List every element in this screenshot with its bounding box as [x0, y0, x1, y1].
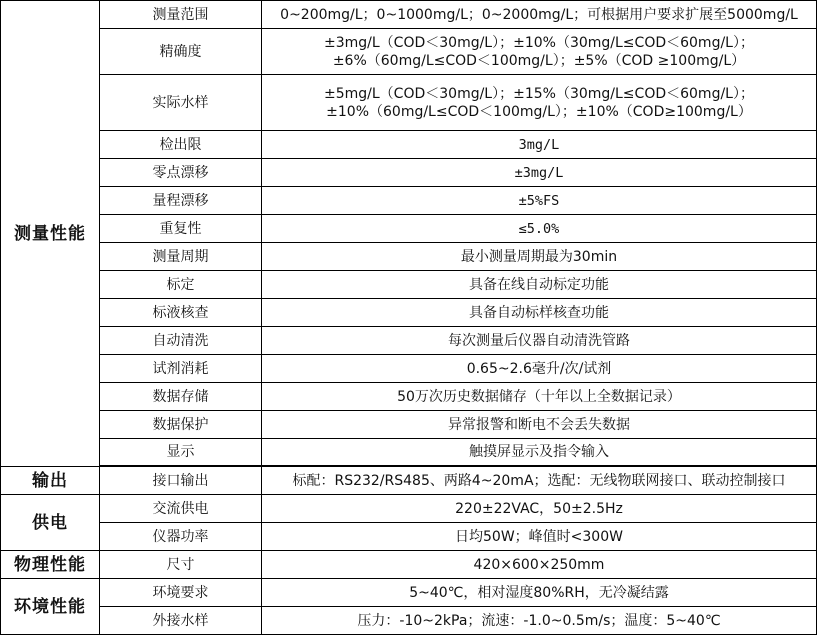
- row-value-actual-sample: [262, 75, 817, 131]
- row-label-range: 测量范围: [100, 1, 262, 29]
- row-value-ext-sample: 压力：-10~2kPa；流速：-1.0~0.5m/s；温度：5~40℃: [262, 607, 817, 635]
- table-row: [1, 29, 817, 75]
- row-value-protection: 异常报警和断电不会丢失数据: [262, 411, 817, 439]
- table-row: [1, 439, 817, 466]
- table-row: [1, 159, 817, 187]
- row-value-calibration: 具备在线自动标定功能: [262, 271, 817, 299]
- table-row: [1, 523, 817, 551]
- section-environment: 环境性能: [1, 579, 100, 635]
- row-value-display: 触摸屏显示及指令输入: [262, 439, 817, 466]
- table-row: [1, 327, 817, 355]
- row-value-cycle: 最小测量周期最为30min: [262, 243, 817, 271]
- table-row: [1, 299, 817, 327]
- row-label-interface: 接口输出: [100, 467, 262, 495]
- row-value-interface: 标配：RS232/RS485、两路4~20mA；选配：无线物联网接口、联动控制接口: [262, 467, 817, 495]
- row-value-range: 0~200mg/L；0~1000mg/L；0~2000mg/L；可根据用户要求扩展至5000mg/L: [262, 1, 817, 29]
- row-value-detection-limit: 3mg/L: [262, 131, 817, 159]
- row-label-zero-drift: 零点漂移: [100, 159, 262, 187]
- row-label-standard-check: 标液核查: [100, 299, 262, 327]
- table-row: [1, 495, 817, 523]
- row-value-standard-check: 具备自动标样核查功能: [262, 299, 817, 327]
- table-row: [1, 411, 817, 439]
- precision-line-1: ±3mg/L（COD＜30mg/L）；±10%（30mg/L≤COD＜60mg/L）；: [324, 34, 754, 51]
- row-label-calibration: 标定: [100, 271, 262, 299]
- table-row: [1, 1, 817, 29]
- section-physical: 物理性能: [1, 551, 100, 579]
- row-label-span-drift: 量程漂移: [100, 187, 262, 215]
- row-label-env-req: 环境要求: [100, 579, 262, 607]
- section-measure-performance: 测量性能: [1, 1, 100, 467]
- precision-line-2: ±6%（60mg/L≤COD＜100mg/L）；±5%（COD ≥100mg/L）: [332, 52, 746, 69]
- row-value-ac-power: 220±22VAC，50±2.5Hz: [262, 495, 817, 523]
- row-label-storage: 数据存储: [100, 383, 262, 411]
- row-value-env-req: 5~40℃，相对湿度80%RH，无冷凝结露: [262, 579, 817, 607]
- row-label-auto-clean: 自动清洗: [100, 327, 262, 355]
- row-label-actual-sample: 实际水样: [100, 75, 262, 131]
- row-label-repeatability: 重复性: [100, 215, 262, 243]
- row-value-precision: [262, 29, 817, 75]
- table-row: [1, 383, 817, 411]
- table-row: [1, 271, 817, 299]
- table-row: [1, 607, 817, 635]
- row-value-repeatability: ≤5.0%: [262, 215, 817, 243]
- table-row: [1, 355, 817, 383]
- section-output: 输出: [1, 467, 100, 495]
- row-value-storage: 50万次历史数据储存（十年以上全数据记录）: [262, 383, 817, 411]
- row-label-ac-power: 交流供电: [100, 495, 262, 523]
- actual-sample-line-2: ±10%（60mg/L≤COD＜100mg/L）；±10%（COD≥100mg/L）: [326, 103, 752, 120]
- row-label-cycle: 测量周期: [100, 243, 262, 271]
- row-value-span-drift: ±5%FS: [262, 187, 817, 215]
- table-row: [1, 467, 817, 495]
- row-value-auto-clean: 每次测量后仪器自动清洗管路: [262, 327, 817, 355]
- row-value-size: 420×600×250mm: [262, 551, 817, 579]
- row-label-display: 显示: [100, 439, 262, 466]
- section-power: 供电: [1, 495, 100, 551]
- table-row: [1, 215, 817, 243]
- row-label-protection: 数据保护: [100, 411, 262, 439]
- row-value-power-draw: 日均50W；峰值时<300W: [262, 523, 817, 551]
- table-row: [1, 131, 817, 159]
- row-value-reagent: 0.65~2.6毫升/次/试剂: [262, 355, 817, 383]
- row-label-size: 尺寸: [100, 551, 262, 579]
- table-row: [1, 75, 817, 131]
- table-row: [1, 579, 817, 607]
- row-value-zero-drift: ±3mg/L: [262, 159, 817, 187]
- table-row: [1, 551, 817, 579]
- row-label-detection-limit: 检出限: [100, 131, 262, 159]
- table-row: [1, 243, 817, 271]
- row-label-ext-sample: 外接水样: [100, 607, 262, 635]
- table-row: [1, 187, 817, 215]
- actual-sample-line-1: ±5mg/L（COD＜30mg/L）；±15%（30mg/L≤COD＜60mg/L）；: [324, 85, 754, 102]
- row-label-precision: 精确度: [100, 29, 262, 75]
- row-label-reagent: 试剂消耗: [100, 355, 262, 383]
- row-label-power-draw: 仪器功率: [100, 523, 262, 551]
